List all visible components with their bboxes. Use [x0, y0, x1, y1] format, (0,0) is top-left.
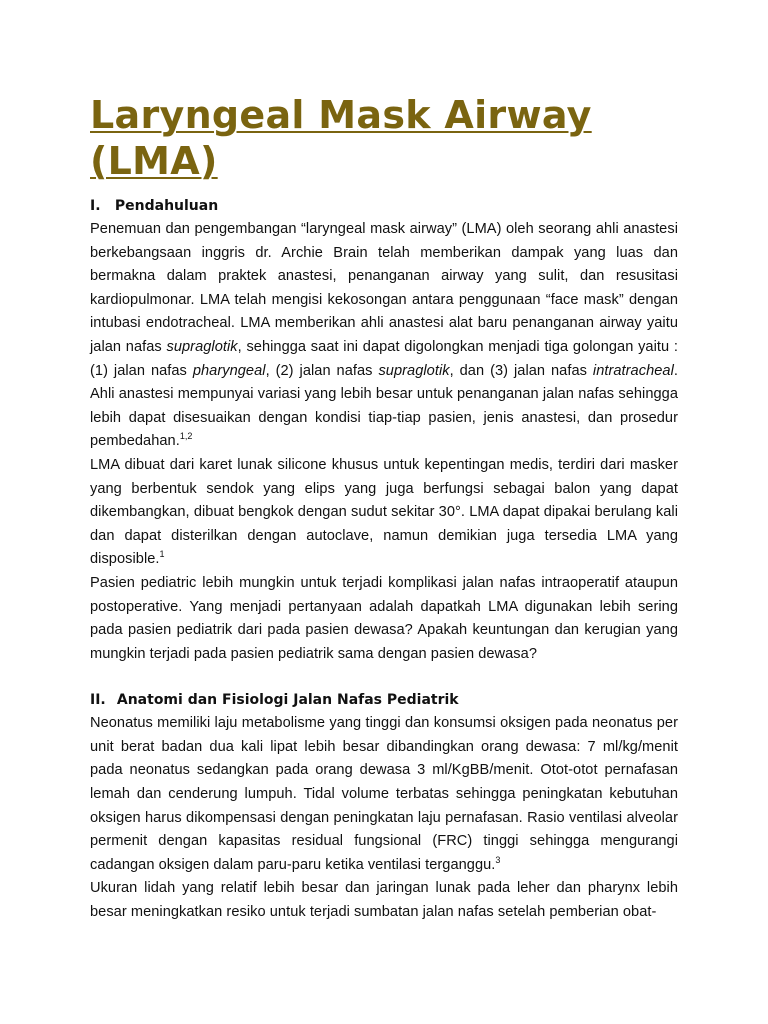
italic-term: intratracheal	[592, 362, 674, 379]
section-heading-text: Anatomi dan Fisiologi Jalan Nafas Pediatrik	[116, 692, 459, 709]
reference-marker: 3	[495, 854, 501, 865]
text-run: Pasien pediatric lebih mungkin untuk terjadi komplikasi jalan nafas intraoperatif ataupun postoperative. Yang menjadi pertanyaan adalah dapatkah LMA digunakan lebih sering pada pasien pediatrik dari pada pasien dewasa? Apakah keuntungan dan kerugian yang mungkin terjadi pada pasien pediatrik sama dengan pasien dewasa?	[90, 574, 678, 662]
text-run: Penemuan dan pengembangan “laryngeal mask airway” (LMA) oleh seorang ahli anastesi berkebangsaan inggris dr. Archie Brain telah memberikan dampak yang luas dan bermakna dalam praktek anastesi, penanganan airway yang sulit, dan resusitasi kardiopulmonar. LMA telah mengisi kekosongan antara penggunaan “face mask” dengan intubasi endotracheal. LMA memberikan ahli anastesi alat baru penanganan airway yaitu jalan nafas	[90, 221, 678, 355]
section-heading-anatomi	[90, 688, 678, 712]
text-run: , sehingga saat ini dapat digolongkan menjadi tiga golongan yaitu : (1) jalan nafas	[90, 338, 678, 379]
text-run: , (2) jalan nafas	[265, 362, 379, 379]
section-number: I.	[90, 198, 101, 214]
text-run: , dan (3) jalan nafas	[449, 362, 593, 379]
document-body	[90, 92, 678, 925]
text-run: Ukuran lidah yang relatif lebih besar dan jaringan lunak pada leher dan pharynx lebih besar meningkatkan resiko untuk terjadi sumbatan jalan nafas setelah pemberian obat-	[90, 880, 678, 921]
paragraph-lma-introduction	[90, 218, 678, 454]
section-number: II.	[90, 692, 106, 709]
text-run: . Ahli anastesi mempunyai variasi yang lebih besar untuk penanganan jalan nafas sehingga lebih dapat disesuaikan dengan kondisi tiap-tiap pasien, jenis anastesi, dan prosedur pembedahan.	[90, 362, 678, 450]
paragraph-lma-material	[90, 454, 678, 572]
reference-marker: 1,2	[179, 431, 193, 442]
paragraph-neonatus-metabolism	[90, 712, 678, 877]
paragraph-tongue-airway	[90, 877, 678, 924]
text-run: LMA dibuat dari karet lunak silicone khusus untuk kepentingan medis, terdiri dari masker yang berbentuk sendok yang elips yang juga berfungsi sebagai balon yang dapat dikembangkan, dibuat bengkok dengan sudut sekitar 30°. LMA dapat dipakai berulang kali dan dapat disterilkan dengan autoclave, namun demikian juga tersedia LMA yang disposible.	[90, 456, 678, 568]
paragraph-pediatric-question	[90, 572, 678, 666]
section-heading-pendahuluan	[90, 194, 678, 218]
section-heading-text: Pendahuluan	[114, 198, 219, 214]
italic-term: supraglotik	[166, 338, 238, 355]
italic-term: supraglotik	[378, 362, 450, 379]
italic-term: pharyngeal	[192, 362, 266, 379]
text-run: Neonatus memiliki laju metabolisme yang tinggi dan konsumsi oksigen pada neonatus per unit berat badan dua kali lipat lebih besar dibandingkan orang dewasa: 7 ml/kg/menit pada neonatus sedangkan pada orang dewasa 3 ml/KgBB/menit. Otot-otot pernafasan lemah dan cenderung lumpuh. Tidal volume terbatas sehingga peningkatan kebutuhan oksigen harus dikompensasi dengan peningkatan laju pernafasan. Rasio ventilasi alveolar permenit dengan kapasitas residual fungsional (FRC) tinggi sehingga mengurangi cadangan oksigen dalam paru-paru ketika ventilasi terganggu.	[90, 715, 678, 873]
reference-marker: 1	[159, 549, 165, 560]
document-title: Laryngeal Mask Airway (LMA)	[90, 93, 592, 183]
